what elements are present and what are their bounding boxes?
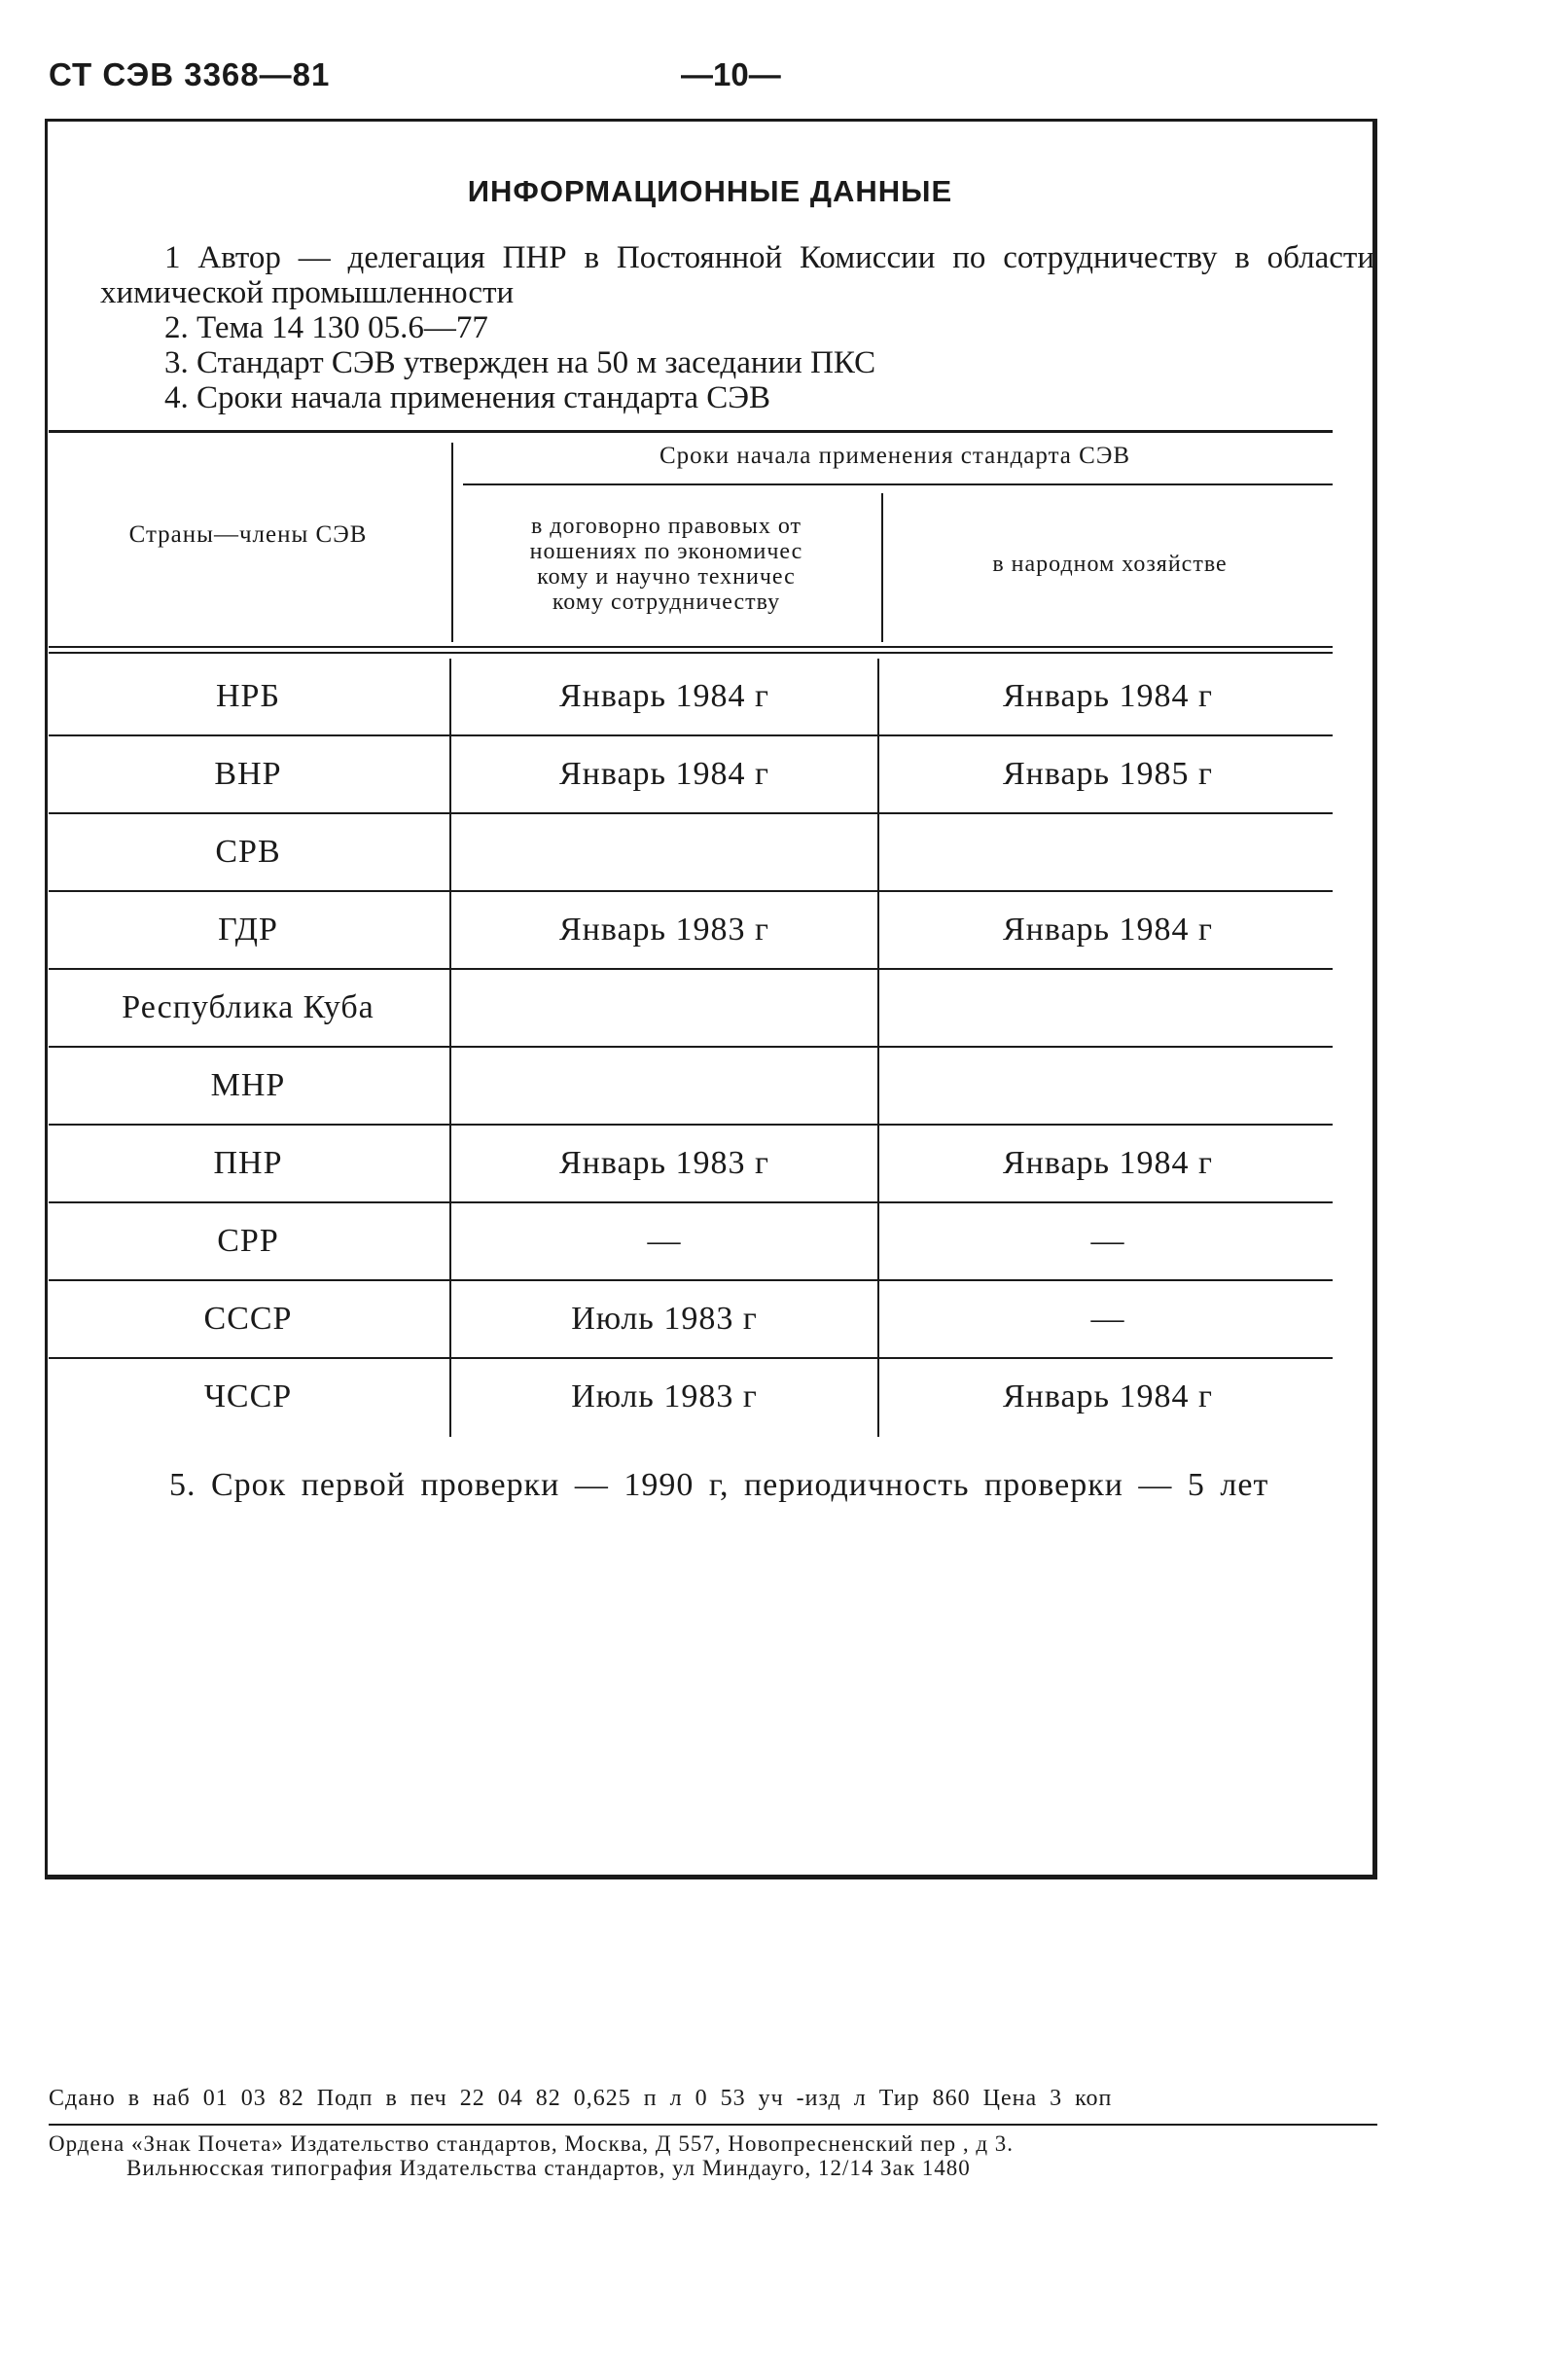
column-divider	[449, 1359, 451, 1437]
column-divider	[877, 970, 879, 1048]
standard-code: СТ СЭВ 3368—81	[49, 56, 331, 92]
imprint-printer: Вильнюсская типография Издательства стандартов, ул Миндауго, 12/14 Зак 1480	[126, 2156, 971, 2180]
cell-treaty: —	[647, 1223, 682, 1259]
header-group: Сроки начала применения стандарта СЭВ	[659, 443, 1130, 469]
cell-country: Республика Куба	[122, 989, 374, 1025]
cell-treaty: Январь 1984 г	[558, 678, 770, 714]
table-head	[49, 433, 1333, 647]
table-row	[49, 1126, 1333, 1203]
cell-economy	[883, 1048, 1333, 1124]
column-divider	[449, 1203, 451, 1281]
info-title: ИНФОРМАЦИОННЫЕ ДАННЫЕ	[467, 174, 953, 208]
cell-treaty	[453, 970, 875, 1046]
page-number: —10—	[681, 56, 781, 92]
imprint	[49, 2086, 1391, 2180]
header-economy: в народном хозяйстве	[992, 551, 1228, 577]
column-divider	[449, 1048, 451, 1126]
cell-economy: —	[1090, 1223, 1125, 1259]
cell-economy: Январь 1984 г	[1002, 1378, 1214, 1414]
info-item-topic: 2. Тема 14 130 05.6—77	[164, 310, 488, 345]
cell-treaty	[453, 814, 875, 890]
column-divider	[449, 970, 451, 1048]
table-row	[49, 1048, 1333, 1126]
imprint-print-details: Сдано в наб 01 03 82 Подп в печ 22 04 82 0,625 п л 0 53 уч -изд л Тир 860 Цена 3 коп	[49, 2086, 1113, 2111]
column-divider	[877, 1281, 879, 1359]
column-divider	[877, 814, 879, 892]
column-divider	[449, 814, 451, 892]
column-divider	[877, 892, 879, 970]
cell-treaty: Январь 1984 г	[558, 756, 770, 792]
cell-treaty	[453, 1048, 875, 1124]
column-divider	[449, 659, 451, 736]
header-divider	[451, 443, 453, 642]
header-group-rule	[463, 483, 1333, 485]
cell-country: СССР	[203, 1301, 293, 1337]
cell-economy: —	[1090, 1301, 1125, 1337]
header-double-rule-bottom	[49, 652, 1333, 654]
header-treaty: в договорно правовых от ношениях по экономичес кому и научно техничес кому сотрудничеству	[529, 514, 803, 615]
cell-economy: Январь 1984 г	[1002, 1145, 1214, 1181]
table-row	[49, 970, 1333, 1048]
cell-economy: Январь 1984 г	[1002, 678, 1214, 714]
info-item-author: 1 Автор — делегация ПНР в Постоянной Комиссии по сотрудничеству в области химической промышленности	[100, 240, 1374, 310]
cell-country: ПНР	[213, 1145, 283, 1181]
cell-country: ЧССР	[203, 1378, 293, 1414]
cell-country: ВНР	[214, 756, 282, 792]
cell-country: МНР	[210, 1067, 286, 1103]
cell-country: СРВ	[215, 834, 281, 870]
cell-treaty: Июль 1983 г	[571, 1301, 758, 1337]
column-divider	[877, 1126, 879, 1203]
cell-country: НРБ	[216, 678, 280, 714]
column-divider	[449, 892, 451, 970]
header-countries: Страны—члены СЭВ	[128, 521, 368, 548]
table-row	[49, 892, 1333, 970]
table-row	[49, 1203, 1333, 1281]
cell-country: СРР	[217, 1223, 279, 1259]
table-row	[49, 736, 1333, 814]
cell-treaty: Январь 1983 г	[558, 912, 770, 948]
cell-treaty: Июль 1983 г	[571, 1378, 758, 1414]
header-divider	[881, 493, 883, 642]
imprint-publisher: Ордена «Знак Почета» Издательство стандартов, Москва, Д 557, Новопресненский пер , д 3.	[49, 2131, 1015, 2156]
dates-table-body	[49, 659, 1333, 1437]
column-divider	[449, 1281, 451, 1359]
info-item-approval: 3. Стандарт СЭВ утвержден на 50 м заседании ПКС	[164, 345, 876, 380]
cell-country: ГДР	[218, 912, 278, 948]
table-row	[49, 814, 1333, 892]
info-item-dates: 4. Сроки начала применения стандарта СЭВ	[164, 380, 771, 415]
column-divider	[877, 1359, 879, 1437]
table-row	[49, 1359, 1333, 1437]
cell-economy: Январь 1985 г	[1002, 756, 1214, 792]
column-divider	[449, 1126, 451, 1203]
cell-treaty: Январь 1983 г	[558, 1145, 770, 1181]
header-double-rule-top	[49, 646, 1333, 648]
cell-economy: Январь 1984 г	[1002, 912, 1214, 948]
info-item-review: 5. Срок первой проверки — 1990 г, периодичность проверки — 5 лет	[169, 1467, 1269, 1503]
table-row	[49, 1281, 1333, 1359]
column-divider	[877, 736, 879, 814]
cell-economy	[883, 970, 1333, 1046]
column-divider	[877, 1048, 879, 1126]
page-header	[49, 56, 1372, 105]
table-row	[49, 659, 1333, 736]
column-divider	[877, 659, 879, 736]
column-divider	[877, 1203, 879, 1281]
imprint-rule	[49, 2124, 1377, 2126]
info-items	[100, 240, 1384, 415]
cell-economy	[883, 814, 1333, 890]
column-divider	[449, 736, 451, 814]
